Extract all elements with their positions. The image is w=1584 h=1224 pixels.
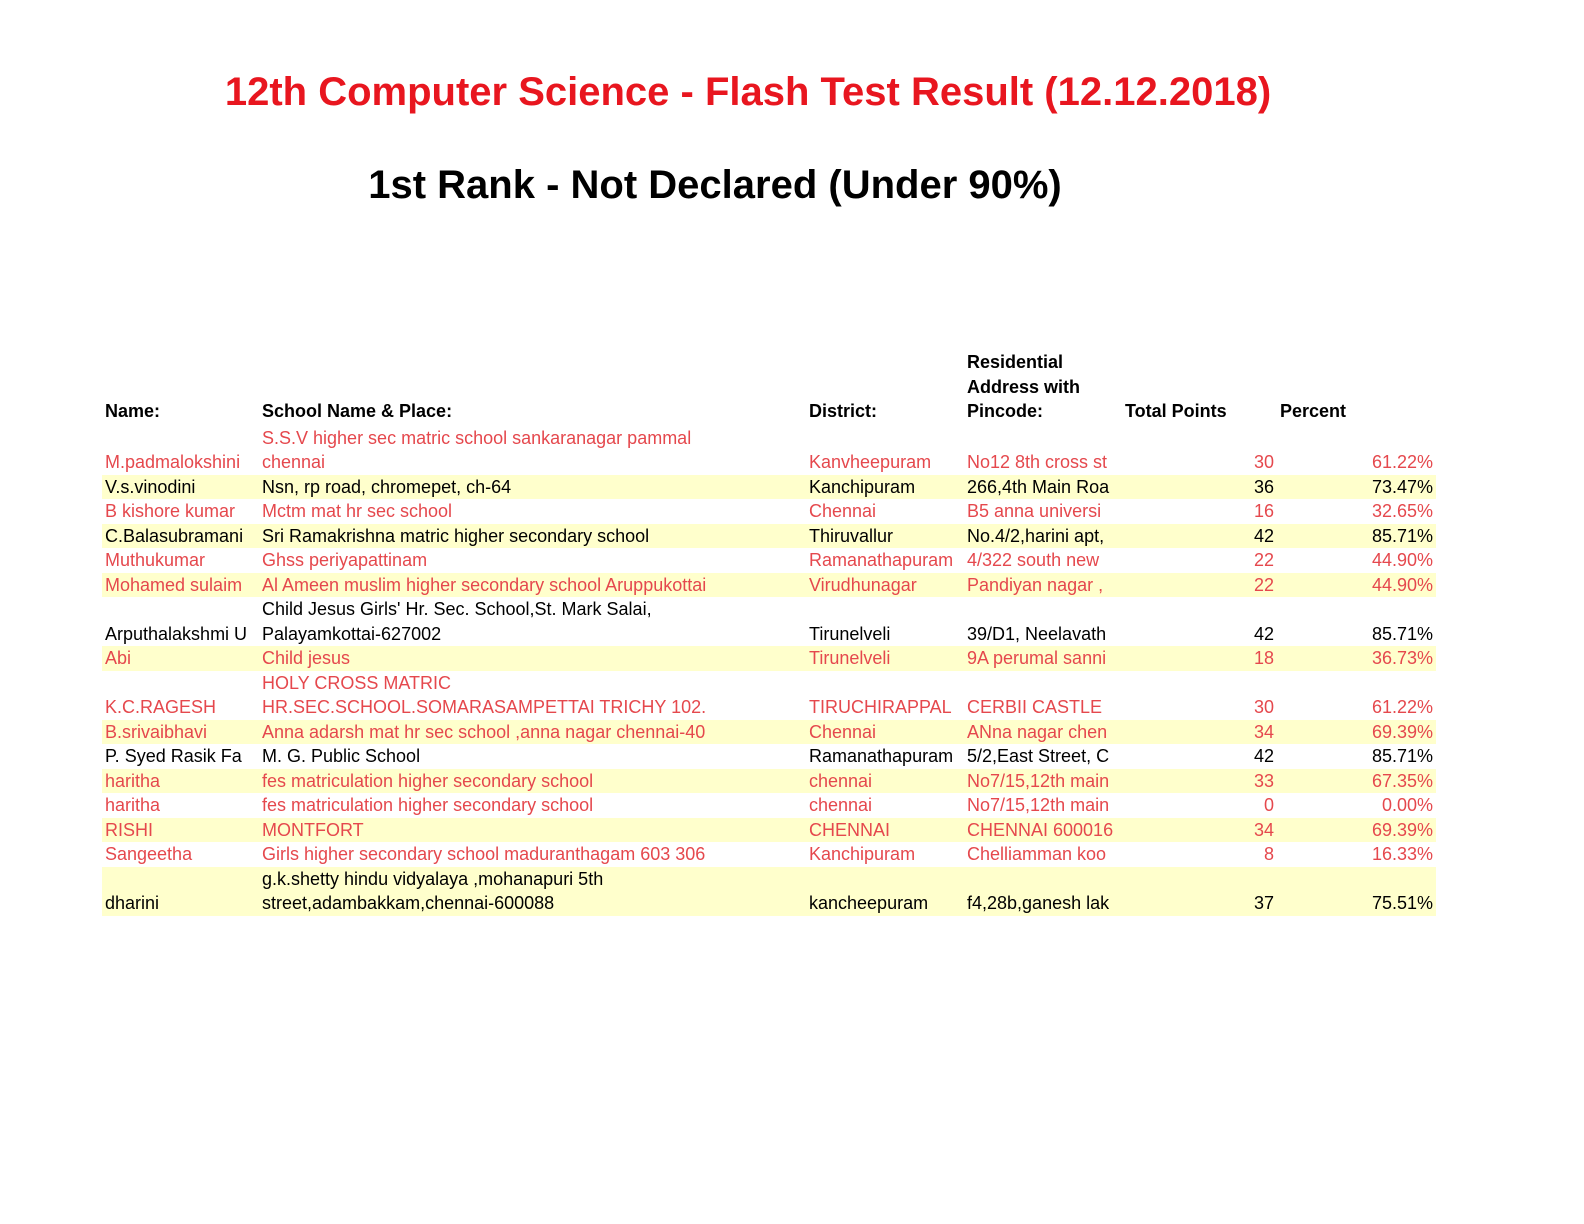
school-cell: Girls higher secondary school maduranthagam 603 306: [262, 844, 706, 864]
percent-cell: 69.39%: [1277, 818, 1436, 843]
header-district: District:: [809, 401, 878, 421]
header-total-points: Total Points: [1125, 401, 1227, 421]
district-cell: kancheepuram: [806, 867, 964, 916]
name-cell: Muthukumar: [105, 550, 206, 570]
district-cell: Chennai: [806, 720, 964, 745]
name-cell: RISHI: [102, 818, 259, 843]
points-cell: 22: [1253, 550, 1274, 570]
district-cell: Tirunelveli: [809, 623, 891, 644]
address-cell: No.4/2,harini apt,: [964, 524, 1122, 549]
points-cell: 42: [1253, 623, 1274, 644]
percent-cell: 0.00%: [1381, 795, 1433, 815]
percent-cell: 85.71%: [1277, 524, 1436, 549]
table-row: [102, 499, 1436, 524]
page-subtitle: 1st Rank - Not Declared (Under 90%): [368, 163, 1062, 207]
school-cell: Child jesus: [259, 646, 806, 671]
points-cell: 30: [1253, 452, 1274, 472]
address-cell: No7/15,12th main: [967, 795, 1110, 815]
name-cell: haritha: [102, 769, 259, 794]
points-cell: 36: [1122, 475, 1277, 500]
table-row: [102, 573, 1436, 598]
header-school: School Name & Place:: [262, 401, 453, 421]
points-cell: 34: [1122, 818, 1277, 843]
table-row: [102, 769, 1436, 794]
header-percent: Percent: [1280, 401, 1347, 421]
table-row: [102, 426, 1436, 475]
school-cell: fes matriculation higher secondary school: [262, 795, 594, 815]
district-cell: TIRUCHIRAPPAL: [809, 697, 952, 717]
name-cell: K.C.RAGESH: [105, 697, 217, 717]
name-cell: V.s.vinodini: [102, 475, 259, 500]
district-cell: Kanchipuram: [809, 844, 916, 864]
address-cell: 5/2,East Street, C: [967, 746, 1110, 766]
page-title: 12th Computer Science - Flash Test Result (12.12.2018): [224, 70, 1272, 114]
percent-cell: 36.73%: [1277, 646, 1436, 671]
name-cell: Sangeetha: [105, 844, 193, 864]
points-cell: 34: [1122, 720, 1277, 745]
name-cell: M.padmalokshini: [105, 452, 241, 472]
points-cell: 0: [1263, 795, 1274, 815]
address-cell: ANna nagar chen: [964, 720, 1122, 745]
address-cell: 266,4th Main Roa: [964, 475, 1122, 500]
table-row: [102, 818, 1436, 843]
percent-cell: 44.90%: [1277, 573, 1436, 598]
points-cell: 16: [1253, 501, 1274, 521]
points-cell: 22: [1122, 573, 1277, 598]
school-cell: Nsn, rp road, chromepet, ch-64: [259, 475, 806, 500]
points-cell: 8: [1263, 844, 1274, 864]
name-cell: Abi: [102, 646, 259, 671]
district-cell: CHENNAI: [806, 818, 964, 843]
school-cell: Mctm mat hr sec school: [262, 501, 453, 521]
name-cell: C.Balasubramani: [102, 524, 259, 549]
table-row: [102, 720, 1436, 745]
table-row: [102, 597, 1436, 646]
district-cell: Ramanathapuram: [809, 746, 954, 766]
points-cell: 42: [1122, 524, 1277, 549]
percent-cell: 16.33%: [1371, 844, 1433, 864]
address-cell: CHENNAI 600016: [964, 818, 1122, 843]
district-cell: Kanvheepuram: [809, 452, 932, 472]
school-cell: Al Ameen muslim higher secondary school Aruppukottai: [259, 573, 806, 598]
district-cell: chennai: [806, 769, 964, 794]
percent-cell: 85.71%: [1371, 746, 1433, 766]
address-cell: 4/322 south new: [967, 550, 1100, 570]
percent-cell: 73.47%: [1277, 475, 1436, 500]
points-cell: 42: [1253, 746, 1274, 766]
address-cell: B5 anna universi: [967, 501, 1102, 521]
name-cell: P. Syed Rasik Fa: [105, 746, 242, 766]
name-cell: haritha: [105, 795, 161, 815]
address-cell: No12 8th cross st: [967, 452, 1108, 472]
percent-cell: 32.65%: [1371, 501, 1433, 521]
table-row: [102, 671, 1436, 720]
header-address: Residential Address with Pincode:: [967, 352, 1081, 421]
percent-cell: 85.71%: [1371, 623, 1433, 644]
points-cell: 33: [1122, 769, 1277, 794]
name-cell: dharini: [102, 867, 259, 916]
school-cell: fes matriculation higher secondary school: [259, 769, 806, 794]
school-cell: Sri Ramakrishna matric higher secondary school: [259, 524, 806, 549]
table-row: [102, 475, 1436, 500]
district-cell: Ramanathapuram: [809, 550, 954, 570]
percent-cell: 69.39%: [1277, 720, 1436, 745]
school-cell: MONTFORT: [259, 818, 806, 843]
address-cell: Chelliamman koo: [967, 844, 1107, 864]
table-row: [102, 842, 1436, 867]
table-row: [102, 744, 1436, 769]
school-cell: HOLY CROSS MATRIC HR.SEC.SCHOOL.SOMARASAMPETTAI TRICHY 102.: [262, 672, 707, 717]
school-cell: Child Jesus Girls' Hr. Sec. School,St. Mark Salai, Palayamkottai-627002: [262, 599, 652, 644]
school-cell: g.k.shetty hindu vidyalaya ,mohanapuri 5th street,adambakkam,chennai-600088: [259, 867, 806, 916]
district-cell: Thiruvallur: [806, 524, 964, 549]
district-cell: Virudhunagar: [806, 573, 964, 598]
percent-cell: 75.51%: [1277, 867, 1436, 916]
address-cell: No7/15,12th main: [964, 769, 1122, 794]
address-cell: f4,28b,ganesh lak: [964, 867, 1122, 916]
table-row: [102, 867, 1436, 916]
district-cell: Kanchipuram: [806, 475, 964, 500]
school-cell: S.S.V higher sec matric school sankaranagar pammal chennai: [262, 427, 692, 472]
percent-cell: 67.35%: [1277, 769, 1436, 794]
percent-cell: 44.90%: [1371, 550, 1433, 570]
table-row: [102, 548, 1436, 573]
address-cell: CERBII CASTLE: [967, 697, 1103, 717]
name-cell: B kishore kumar: [105, 501, 236, 521]
school-cell: Anna adarsh mat hr sec school ,anna nagar chennai-40: [259, 720, 806, 745]
points-cell: 18: [1122, 646, 1277, 671]
percent-cell: 61.22%: [1371, 697, 1433, 717]
points-cell: 37: [1122, 867, 1277, 916]
address-cell: 39/D1, Neelavath: [967, 623, 1107, 644]
name-cell: B.srivaibhavi: [102, 720, 259, 745]
table-row: [102, 524, 1436, 549]
table-row: [102, 793, 1436, 818]
school-cell: Ghss periyapattinam: [262, 550, 428, 570]
percent-cell: 61.22%: [1371, 452, 1433, 472]
points-cell: 30: [1253, 697, 1274, 717]
district-cell: chennai: [809, 795, 873, 815]
school-cell: M. G. Public School: [262, 746, 421, 766]
address-cell: 9A perumal sanni: [964, 646, 1122, 671]
address-cell: Pandiyan nagar ,: [964, 573, 1122, 598]
results-table: [102, 350, 1436, 916]
district-cell: Chennai: [809, 501, 877, 521]
name-cell: Mohamed sulaim: [102, 573, 259, 598]
header-row: [102, 350, 1436, 426]
header-name: Name:: [105, 401, 161, 421]
district-cell: Tirunelveli: [806, 646, 964, 671]
table-row: [102, 646, 1436, 671]
name-cell: Arputhalakshmi U: [105, 623, 248, 644]
